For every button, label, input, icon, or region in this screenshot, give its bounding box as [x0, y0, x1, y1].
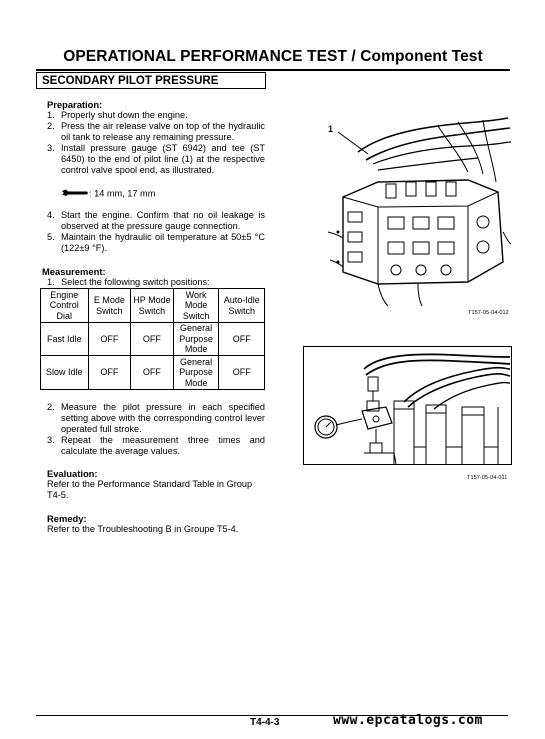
section-heading: SECONDARY PILOT PRESSURE: [36, 72, 266, 89]
step-item: 4. Start the engine. Confirm that no oil leakage is observed at the pressure gauge connection.: [47, 210, 265, 231]
title-divider: [36, 69, 510, 71]
measurement-section: [42, 266, 264, 288]
table-header-cell: E Mode Switch: [88, 289, 131, 323]
table-header-cell: Engine Control Dial: [41, 289, 89, 323]
table-header-row: [41, 289, 265, 323]
table-cell: OFF: [88, 356, 131, 390]
measurement-steps: [47, 402, 265, 457]
evaluation-text: Refer to the Performance Standard Table in Group T4-5.: [47, 479, 253, 500]
evaluation-heading: Evaluation:: [47, 468, 98, 479]
table-row: [41, 323, 265, 356]
wrench-icon: [61, 188, 89, 200]
control-valve-figure: [318, 112, 512, 316]
table-header-cell: HP Mode Switch: [131, 289, 174, 323]
step-item: 5. Maintain the hydraulic oil temperature at 50±5 °C (122±9 °F).: [47, 232, 265, 253]
table-cell: Fast Idle: [41, 323, 89, 356]
table-cell: OFF: [219, 323, 265, 356]
switch-position-table: [40, 288, 265, 390]
table-cell: OFF: [88, 323, 131, 356]
gauge-installation-figure: [303, 346, 512, 465]
page-number: T4-4-3: [250, 717, 280, 728]
remedy-heading: Remedy:: [47, 513, 87, 524]
preparation-heading: Preparation:: [47, 99, 103, 110]
step-item: 3. Repeat the measurement three times and calculate the average values.: [47, 435, 265, 456]
table-row: [41, 356, 265, 390]
tool-note: [61, 188, 261, 200]
measurement-heading: Measurement:: [42, 266, 106, 277]
remedy-section: [47, 513, 267, 535]
callout-label: 1: [328, 124, 334, 134]
remedy-text: Refer to the Troubleshooting B in Groupe T5-4.: [47, 524, 239, 534]
step-item: 3. Install pressure gauge (ST 6942) and tee (ST 6450) to the end of pilot line (1) at the respective control valve spool end, as illustrated.: [47, 143, 265, 175]
step-item: 1. Properly shut down the engine.: [47, 110, 188, 120]
preparation-steps: [47, 110, 265, 176]
preparation-steps-continued: [47, 210, 265, 254]
table-header-cell: Auto-Idle Switch: [219, 289, 265, 323]
page-title: OPERATIONAL PERFORMANCE TEST / Component Test: [63, 48, 483, 65]
table-cell: General Purpose Mode: [173, 323, 219, 356]
step-item: 1. Select the following switch positions:: [47, 277, 210, 287]
preparation-section: [47, 99, 265, 176]
table-cell: OFF: [131, 323, 174, 356]
evaluation-section: [47, 468, 267, 501]
control-valve-illustration: [318, 112, 512, 308]
step-item: 2. Measure the pilot pressure in each specified setting above with the corresponding control lever operated full stroke.: [47, 402, 265, 434]
table-cell: OFF: [131, 356, 174, 390]
figure-caption: T157-05-04-012: [468, 310, 509, 316]
table-header-cell: Work Mode Switch: [173, 289, 219, 323]
figure-caption: T157-05-04-011: [467, 475, 508, 481]
watermark: www.epcatalogs.com: [333, 713, 483, 728]
table-cell: Slow Idle: [41, 356, 89, 390]
table-cell: General Purpose Mode: [173, 356, 219, 390]
step-item: 2. Press the air release valve on top of the hydraulic oil tank to release any remaining pressure.: [47, 121, 265, 142]
tool-sizes: : 14 mm, 17 mm: [89, 188, 156, 199]
gauge-installation-illustration: [304, 347, 511, 464]
table-cell: OFF: [219, 356, 265, 390]
